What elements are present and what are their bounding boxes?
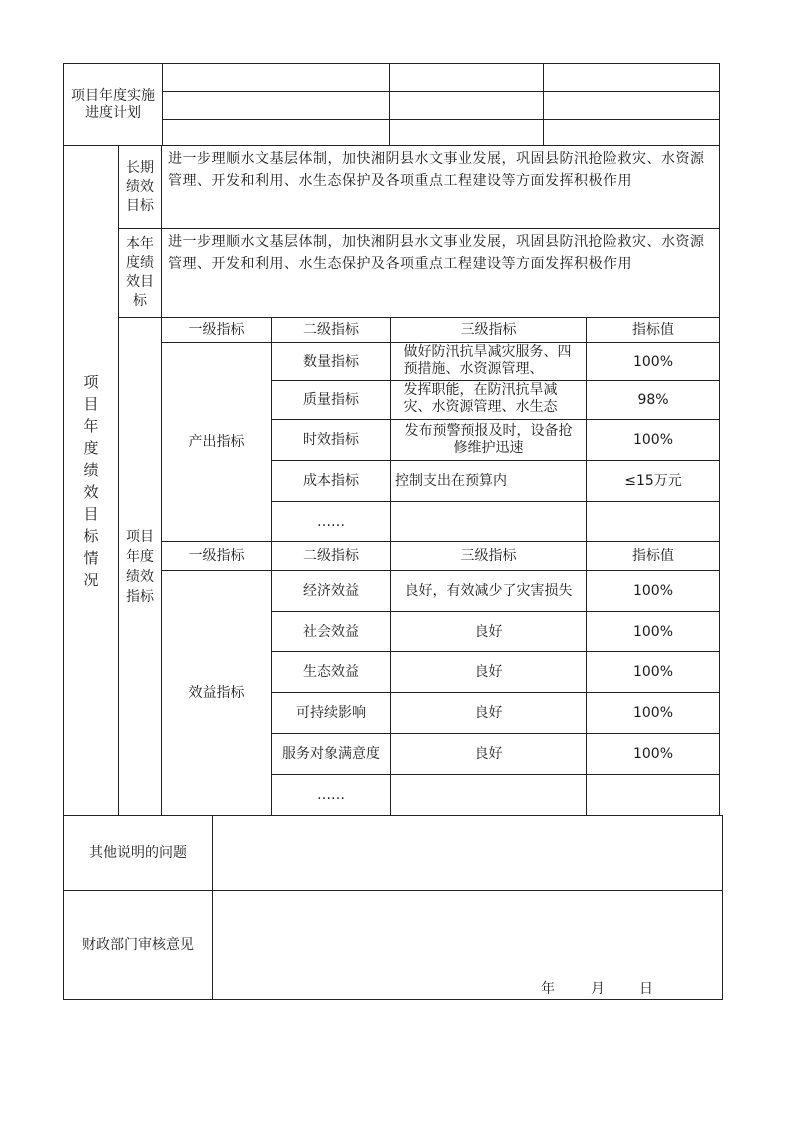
output-row-3-level2 [271, 419, 391, 461]
progress-cell-r3c2 [389, 119, 544, 146]
output-header-value [586, 317, 720, 343]
progress-cell-r2c3 [543, 91, 720, 120]
benefit-row-2-value [586, 611, 720, 652]
goals-section-label [63, 145, 119, 816]
output-row-4-level2-text: 成本指标 [303, 473, 359, 489]
benefit-header-level2-text: 二级指标 [303, 548, 359, 564]
benefit-row-1-level3-text: 良好，有效减少了灾害损失 [404, 582, 573, 599]
output-row-4-level3 [390, 460, 587, 502]
output-row-3-value [586, 419, 720, 461]
progress-cell-r3c3 [543, 119, 720, 146]
benefit-row-2-level2 [271, 611, 391, 652]
benefit-row-5-level3-text: 良好 [474, 746, 503, 762]
benefit-row-2-value-text: 100% [632, 623, 674, 640]
progress-cell-r2c2 [389, 91, 544, 120]
output-row-3-level3 [390, 419, 587, 461]
benefit-row-2-level3-text: 良好 [474, 623, 503, 640]
output-row-5-level3 [390, 501, 587, 542]
output-header-level1 [161, 317, 272, 343]
output-row-3-value-text: 100% [632, 432, 674, 448]
output-indicator-label [161, 342, 272, 542]
progress-plan-label [63, 63, 163, 146]
benefit-indicator-label-text: 效益指标 [188, 685, 245, 701]
output-row-1-level3 [390, 342, 587, 381]
benefit-header-level1-text: 一级指标 [188, 548, 245, 564]
long-term-goal-text [161, 145, 720, 229]
output-row-1-level2 [271, 342, 391, 381]
progress-cell-r3c1 [162, 119, 390, 146]
benefit-row-4-value-text: 100% [632, 705, 674, 721]
annual-goal-label [118, 228, 162, 318]
benefit-row-5-level2 [271, 733, 391, 775]
output-row-3-level3-text: 发布预警预报及时，设备抢修维护迅速 [404, 423, 573, 456]
finance-review-label [63, 890, 213, 1000]
benefit-header-level3 [390, 541, 587, 571]
benefit-row-3-level2 [271, 651, 391, 693]
output-row-2-level2 [271, 380, 391, 420]
benefit-row-6-level2-text: …… [317, 787, 345, 803]
benefit-row-3-value [586, 651, 720, 693]
finance-review-date-month: 月 [591, 981, 605, 997]
benefit-row-6-level3 [390, 774, 587, 816]
benefit-indicator-label [161, 570, 272, 816]
output-header-level3-text: 三级指标 [460, 322, 517, 338]
progress-cell-r1c3 [543, 63, 720, 92]
finance-review-label-text: 财政部门审核意见 [82, 937, 194, 953]
progress-plan-label-text: 项目年度实施进度计划 [71, 87, 155, 121]
benefit-row-2-level2-text: 社会效益 [303, 623, 359, 640]
annual-goal-label-text: 本年度绩效目标 [126, 236, 154, 309]
output-row-2-level2-text: 质量指标 [303, 392, 359, 408]
benefit-row-6-level2 [271, 774, 391, 816]
benefit-row-5-value [586, 733, 720, 775]
annual-goal-text-content: 进一步理顺水文基层体制，加快湘阴县水文事业发展，巩固县防汛抢险救灾、水资源管理、开发和利用、水生态保护及各项重点工程建设等方面发挥积极作用 [168, 234, 705, 272]
progress-cell-r1c1 [162, 63, 390, 92]
output-row-1-level3-text: 做好防汛抗旱减灾服务、四预措施、水资源管理、 [403, 344, 572, 377]
benefit-row-1-level2 [271, 570, 391, 612]
indicators-label-text: 项目年度绩效指标 [126, 528, 154, 605]
indicators-label [118, 317, 162, 816]
progress-cell-r1c2 [389, 63, 544, 92]
output-row-5-level2-text: …… [317, 513, 345, 530]
benefit-row-3-level2-text: 生态效益 [303, 664, 359, 680]
benefit-row-3-level3-text: 良好 [474, 664, 503, 680]
output-row-3-level2-text: 时效指标 [303, 432, 359, 448]
long-term-goal-text-content: 进一步理顺水文基层体制，加快湘阴县水文事业发展，巩固县防汛抢险救灾、水资源管理、开发和利用、水生态保护及各项重点工程建设等方面发挥积极作用 [168, 151, 705, 189]
benefit-row-4-level3 [390, 692, 587, 734]
benefit-header-level3-text: 三级指标 [460, 548, 517, 564]
output-header-level2-text: 二级指标 [303, 322, 359, 338]
finance-review-date-year: 年 [541, 981, 555, 997]
output-row-2-value-text: 98% [637, 392, 669, 408]
benefit-header-level2 [271, 541, 391, 571]
benefit-header-value-text: 指标值 [632, 548, 674, 564]
output-indicator-label-text: 产出指标 [188, 434, 245, 450]
output-row-1-value [586, 342, 720, 381]
output-row-5-level2 [271, 501, 391, 542]
benefit-header-value [586, 541, 720, 571]
other-notes-content [212, 815, 723, 891]
benefit-row-5-value-text: 100% [632, 746, 674, 762]
output-row-5-value [586, 501, 720, 542]
other-notes-label [63, 815, 213, 891]
output-row-4-level3-text: 控制支出在预算内 [395, 473, 507, 489]
benefit-row-1-level3 [390, 570, 587, 612]
goals-section-label-text: 项目年度绩效目标情况 [83, 372, 99, 589]
output-row-4-value [586, 460, 720, 502]
long-term-goal-label-text: 长期绩效目标 [126, 159, 154, 214]
benefit-row-3-level3 [390, 651, 587, 693]
output-row-1-level2-text: 数量指标 [303, 353, 359, 370]
benefit-row-1-value-text: 100% [632, 583, 674, 599]
long-term-goal-label [118, 145, 162, 229]
benefit-row-4-level2 [271, 692, 391, 734]
output-header-level3 [390, 317, 587, 343]
benefit-row-4-value [586, 692, 720, 734]
benefit-row-4-level2-text: 可持续影响 [296, 705, 366, 721]
benefit-row-6-value [586, 774, 720, 816]
output-header-value-text: 指标值 [632, 322, 674, 338]
benefit-row-5-level3 [390, 733, 587, 775]
output-header-level2 [271, 317, 391, 343]
annual-goal-text [161, 228, 720, 318]
benefit-row-1-value [586, 570, 720, 612]
output-row-1-value-text: 100% [632, 353, 674, 370]
progress-cell-r2c1 [162, 91, 390, 120]
benefit-row-2-level3 [390, 611, 587, 652]
output-row-2-level3 [390, 380, 587, 420]
benefit-row-1-level2-text: 经济效益 [303, 583, 359, 599]
benefit-row-3-value-text: 100% [632, 664, 674, 680]
output-row-2-level3-text: 发挥职能，在防汛抗旱减灾、水资源管理、水生态 [403, 382, 558, 415]
other-notes-label-text: 其他说明的问题 [89, 845, 187, 861]
output-row-2-value [586, 380, 720, 420]
benefit-row-5-level2-text: 服务对象满意度 [282, 746, 380, 762]
finance-review-date-day: 日 [639, 981, 653, 997]
output-header-level1-text: 一级指标 [188, 322, 245, 338]
output-row-4-value-text: ≤15万元 [624, 473, 682, 489]
output-row-4-level2 [271, 460, 391, 502]
benefit-header-level1 [161, 541, 272, 571]
benefit-row-4-level3-text: 良好 [474, 705, 503, 721]
